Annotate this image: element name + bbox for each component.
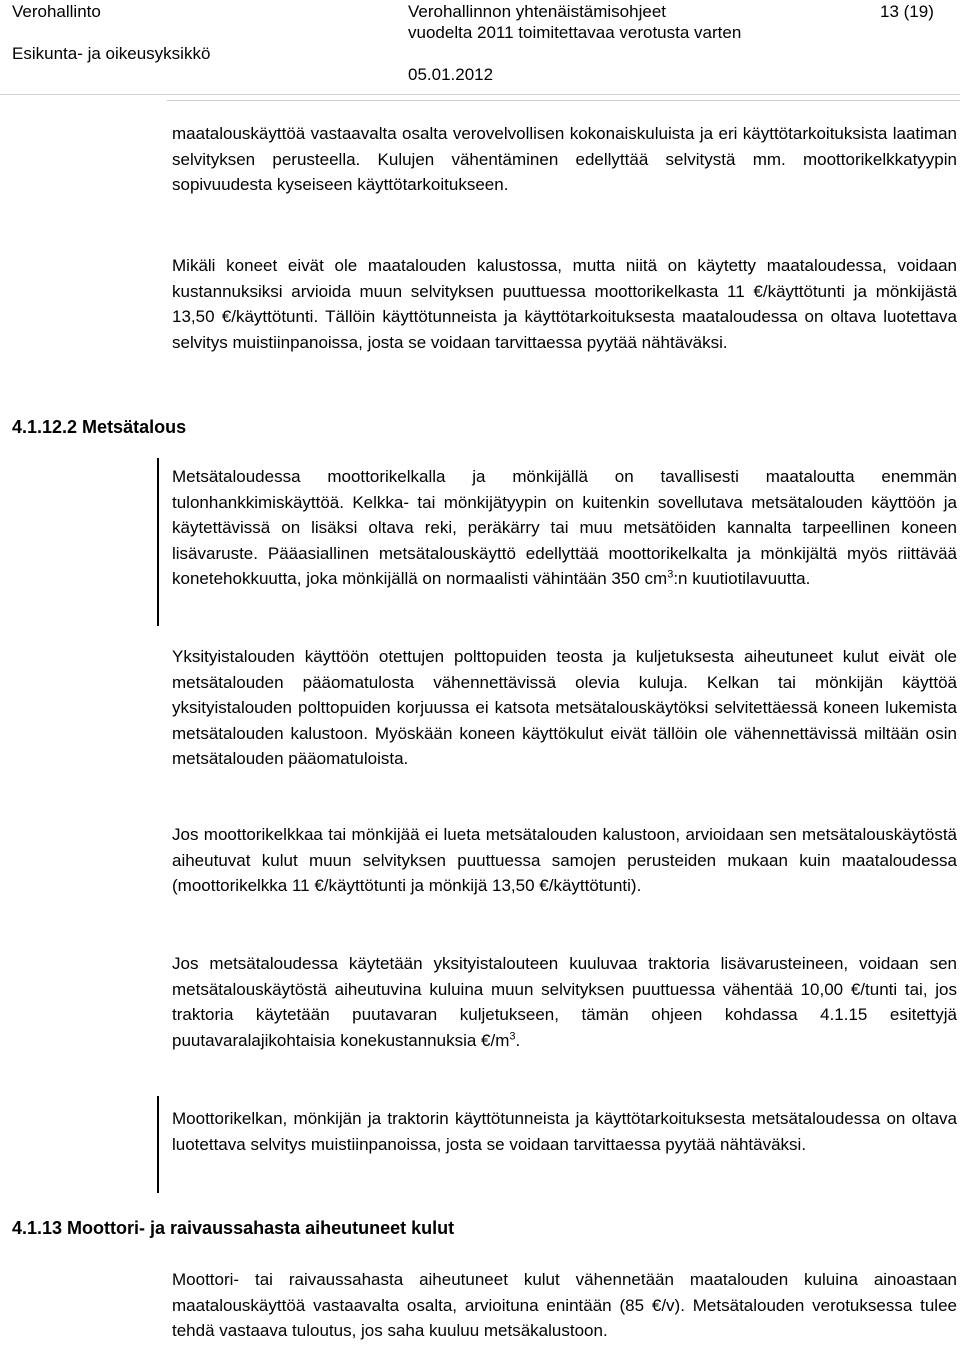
- paragraph-3: [172, 464, 957, 592]
- section-heading-moottorisaha: 4.1.13 Moottori- ja raivaussahasta aiheutuneet kulut: [12, 1218, 455, 1238]
- paragraph-6-text: Jos metsätaloudessa käytetään yksityistalouteen kuuluvaa traktoria lisävarusteineen, voidaan sen metsätalouskäytöstä aiheutuvina kuluina muun selvityksen puuttuessa vähentää 10,00 €/tunti tai, jos traktoria käytetään puutavaran kuljetukseen, tämän ohjeen kohdassa 4.1.15 esitettyjä puutavaralajikohtaisia konekustannuksia €/m: [172, 954, 957, 1050]
- header-date: 05.01.2012: [408, 65, 494, 84]
- paragraph-6-tail: .: [515, 1030, 521, 1050]
- header-doc-title: Verohallinnon yhtenäistämisohjeet: [408, 2, 667, 21]
- paragraph-6: [172, 951, 957, 1053]
- paragraph-1: maatalouskäyttöä vastaavalta osalta verovelvollisen kokonaiskuluista ja eri käyttötarkoituksista laatiman selvityksen perusteella. Kulujen vähentäminen edellyttää selvitystä mm. moottorikelkkatyypin sopivuudesta kyseiseen käyttötarkoitukseen.: [172, 124, 957, 194]
- paragraph-7: Moottorikelkan, mönkijän ja traktorin käyttötunneista ja käyttötarkoituksesta metsätaloudessa on oltava luotettava selvitys muistiinpanoissa, josta se voidaan tarvittaessa pyytää nähtäväksi.: [172, 1109, 957, 1154]
- header-rule: [0, 94, 960, 95]
- header-org: Verohallinto: [12, 2, 101, 21]
- paragraph-3-text: Metsätaloudessa moottorikelkalla ja mönkijällä on tavallisesti maataloutta enemmän tulonhankkimiskäyttöä. Kelkka- tai mönkijätyypin on kuitenkin sovellutava metsätalouden käyttöön ja käytettävissä on lisäksi oltava reki, peräkärry tai muu metsätöiden kannalta tarpeellinen koneen lisävaruste. Pääasiallinen metsätalouskäyttö edellyttää moottorikelkalta ja mönkijältä myös riittävää konetehokkuutta, joka mönkijällä on normaalisti vähintään 350 cm: [172, 467, 957, 588]
- paragraph-6-superscript: 3: [509, 1029, 516, 1042]
- page-header: [0, 0, 960, 100]
- paragraph-3-superscript: 3: [667, 568, 674, 581]
- change-bar: [157, 458, 159, 626]
- header-unit: Esikunta- ja oikeusyksikkö: [12, 44, 211, 63]
- paragraph-3-tail: :n kuutiotilavuutta.: [673, 569, 811, 588]
- paragraph-8: Moottori- tai raivaussahasta aiheutuneet kulut vähennetään maatalouden kuluina ainoastaan maatalouskäyttöä vastaavalta osalta, arvioituna enintään (85 €/v). Metsätalouden verotuksessa tulee tehdä vastaava tuloutus, jos saha kuuluu metsäkalustoon.: [172, 1270, 957, 1340]
- paragraph-4: Yksityistalouden käyttöön otettujen polttopuiden teosta ja kuljetuksesta aiheutuneet kulut eivät ole metsätalouden pääomatulosta vähennettävissä olevia kuluja. Kelkan tai mönkijän käyttöä yksityistalouden polttopuiden korjuussa ei katsota metsätalouskäytöksi selvitettäessä koneen lukemista metsätalouden kalustoon. Myöskään koneen käyttökulut eivät tällöin ole vähennettävissä miltään osin metsätalouden pääomatuloista.: [172, 647, 957, 768]
- header-rule-secondary: [167, 100, 960, 101]
- page-number: 13 (19): [880, 2, 934, 21]
- paragraph-5: Jos moottorikelkkaa tai mönkijää ei lueta metsätalouden kalustoon, arvioidaan sen metsätalouskäytöstä aiheutuvat kulut muun selvityksen puuttuessa samojen perusteiden mukaan kuin maataloudessa (moottorikelkka 11 €/käyttötunti ja mönkijä 13,50 €/käyttötunti).: [172, 825, 957, 895]
- header-doc-subtitle: vuodelta 2011 toimitettavaa verotusta varten: [408, 23, 742, 42]
- section-heading-metsatalous: 4.1.12.2 Metsätalous: [12, 417, 187, 437]
- paragraph-2: Mikäli koneet eivät ole maatalouden kalustossa, mutta niitä on käytetty maataloudessa, voidaan kustannuksiksi arvioida muun selvityksen puuttuessa moottorikelkasta 11 €/käyttötunti ja mönkijästä 13,50 €/käyttötunti. Tällöin käyttötunneista ja käyttötarkoituksesta maataloudessa on oltava luotettava selvitys muistiinpanoissa, josta se voidaan tarvittaessa pyytää nähtäväksi.: [172, 256, 957, 352]
- change-bar: [157, 1096, 159, 1193]
